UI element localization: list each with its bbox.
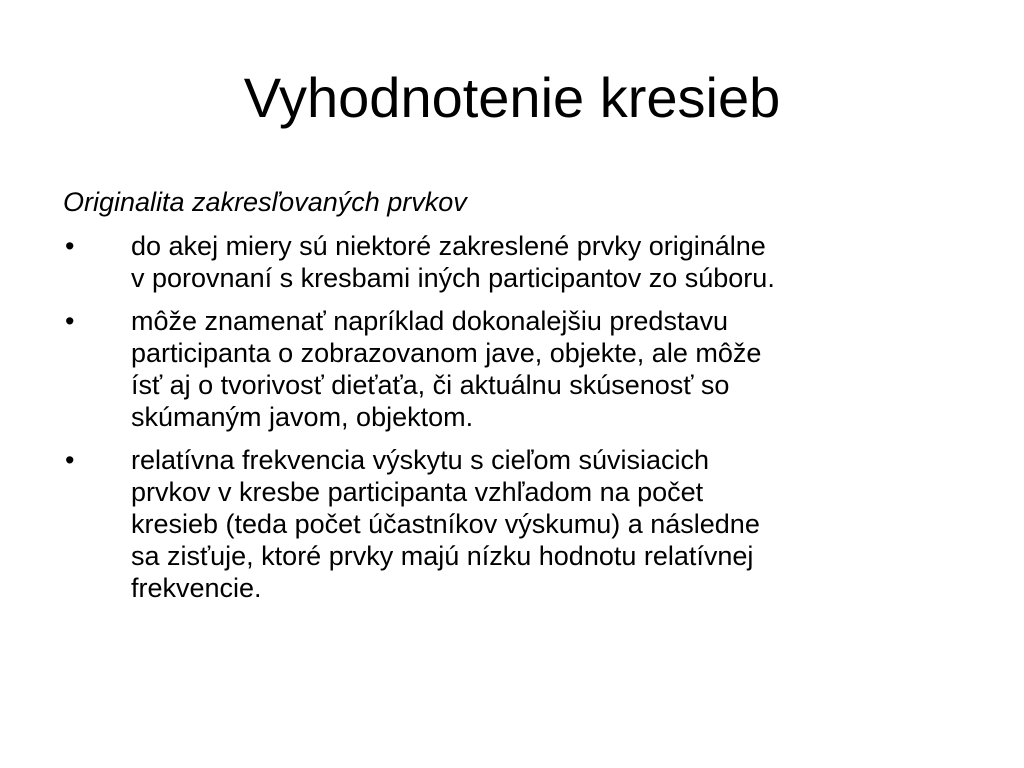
bullet-line: sa zisťuje, ktoré prvky majú nízku hodnotu relatívnej — [131, 541, 754, 571]
bullet-line: do akej miery sú niektoré zakreslené prvky originálne — [131, 231, 766, 261]
slide-content — [63, 186, 963, 615]
bullet-line: ísť aj o tvorivosť dieťaťa, či aktuálnu skúsenosť so — [131, 370, 730, 400]
bullet-icon: • — [65, 231, 75, 261]
bullet-item — [63, 444, 963, 604]
bullet-icon: • — [65, 445, 75, 475]
bullet-line: relatívna frekvencia výskytu s cieľom súvisiacich — [131, 445, 710, 475]
bullet-item — [63, 230, 963, 294]
bullet-item — [63, 305, 963, 433]
bullet-line: frekvencie. — [131, 573, 262, 603]
bullet-line: môže znamenať napríklad dokonalejšiu predstavu — [131, 306, 728, 336]
bullet-line: kresieb (teda počet účastníkov výskumu) a následne — [131, 509, 760, 539]
bullet-line: prvkov v kresbe participanta vzhľadom na počet — [131, 477, 704, 507]
bullet-icon: • — [65, 306, 75, 336]
slide-subtitle: Originalita zakresľovaných prvkov — [63, 187, 467, 217]
slide-title: Vyhodnotenie kresieb — [243, 66, 781, 129]
bullet-line: v porovnaní s kresbami iných participantov zo súboru. — [131, 263, 775, 293]
bullet-list — [63, 230, 963, 604]
bullet-line: participanta o zobrazovanom jave, objekte, ale môže — [131, 338, 762, 368]
bullet-line: skúmaným javom, objektom. — [131, 402, 474, 432]
